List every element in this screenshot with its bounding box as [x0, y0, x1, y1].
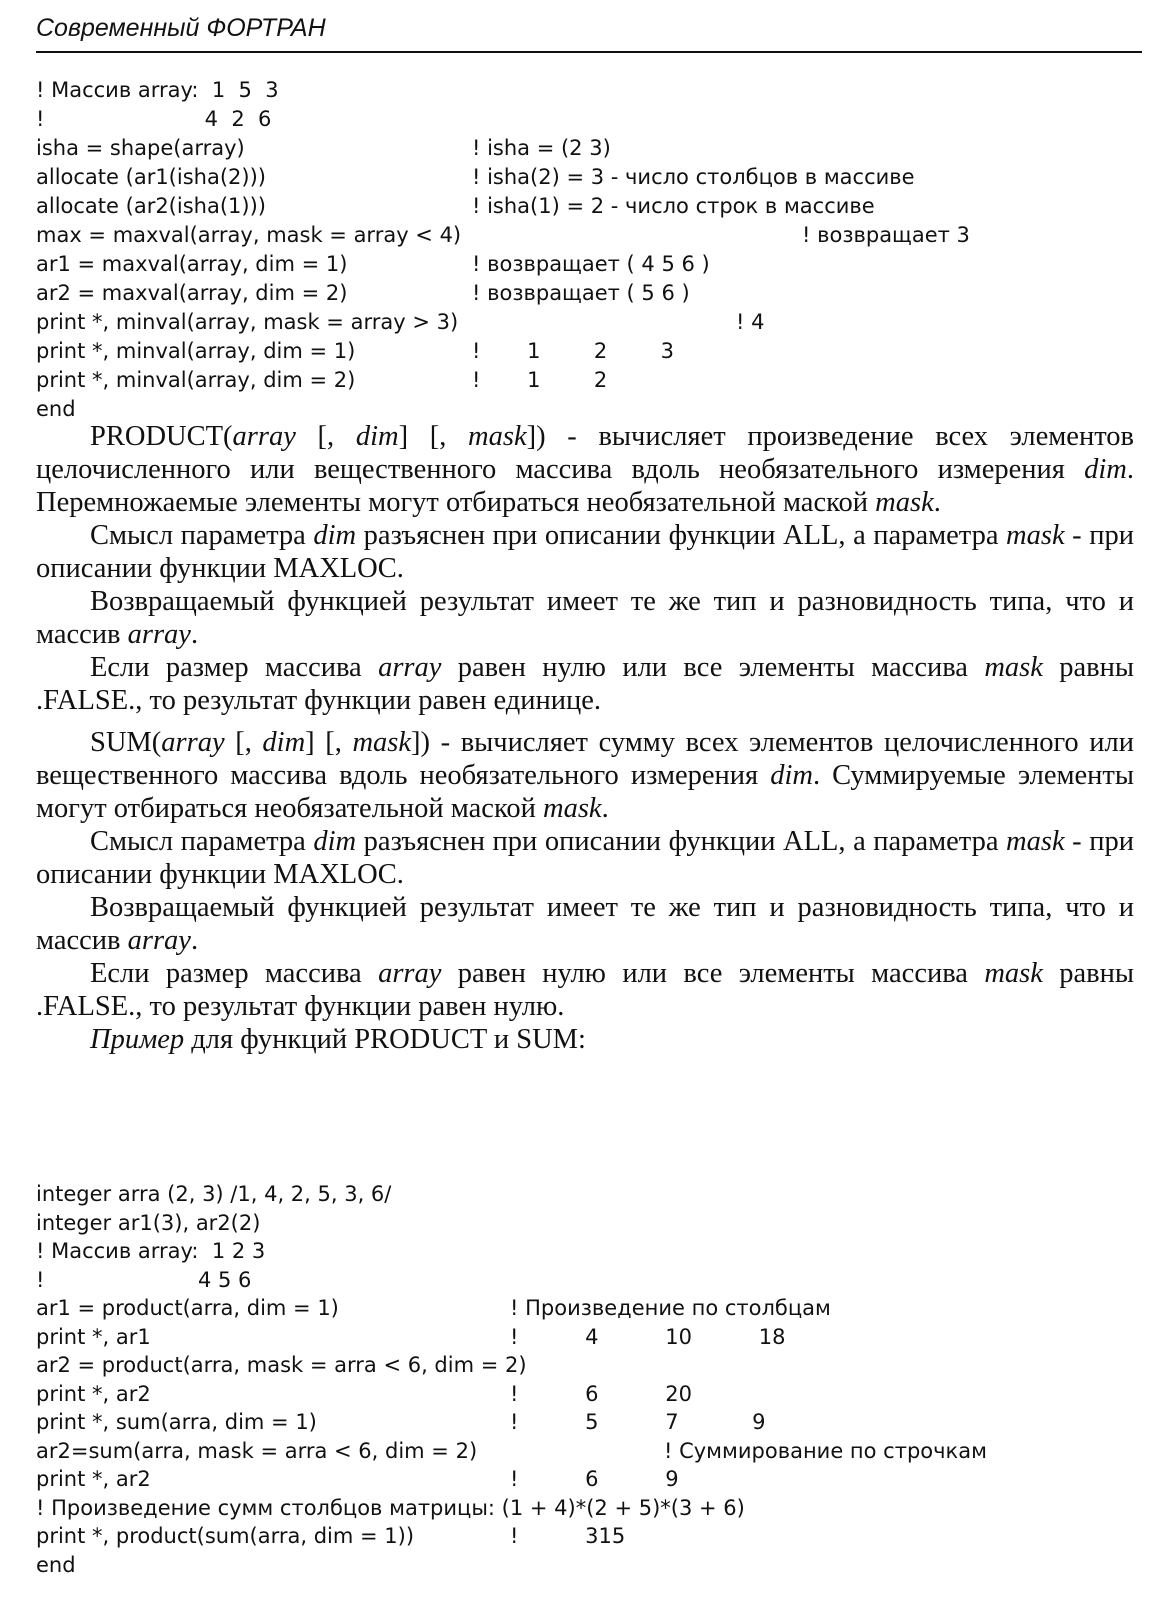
code-line — [36, 1294, 1146, 1323]
code-comment: ! 4 10 18 — [510, 1324, 786, 1349]
paragraph: Смысл параметра dim разъяснен при описании функции ALL, а параметра mask - при описании функции MAXLOC. — [36, 520, 1134, 584]
code-text: ! Массив array: 1 2 3 — [36, 1239, 266, 1263]
code-comment: ! 5 7 9 — [510, 1410, 766, 1434]
paragraph: Возвращаемый функцией результат имеет те же тип и разновидность типа, что и массив array. — [36, 892, 1134, 956]
code-comment: ! Произведение по столбцам — [510, 1296, 831, 1320]
code-line — [36, 221, 1146, 250]
code-text: ! 4 2 6 — [36, 107, 272, 131]
code-text: ar2 = product(arra, mask = arra < 6, dim = 2) — [36, 1353, 527, 1377]
code-line — [36, 279, 1146, 308]
code-line — [36, 308, 1146, 337]
running-header: Современный ФОРТРАН — [36, 14, 1142, 53]
code-line — [36, 105, 1146, 134]
code-line — [36, 1209, 1146, 1238]
code-comment: ! возвращает ( 5 6 ) — [472, 281, 690, 305]
paragraph-example-intro: Пример для функций PRODUCT и SUM: — [90, 1024, 586, 1055]
code-comment: ! возвращает 3 — [802, 223, 970, 247]
code-text: ar1 = maxval(array, dim = 1) — [36, 252, 348, 276]
code-text: ar1 = product(arra, dim = 1) — [36, 1296, 339, 1320]
code-line — [36, 1323, 1146, 1352]
code-comment: ! возвращает ( 4 5 6 ) — [472, 252, 710, 276]
code-text: print *, minval(array, mask = array > 3) — [36, 310, 459, 334]
code-line — [36, 192, 1146, 221]
code-line — [36, 1237, 1146, 1266]
code-line — [36, 337, 1146, 366]
code-line — [36, 1522, 1146, 1551]
code-text: integer arra (2, 3) /1, 4, 2, 5, 3, 6/ — [36, 1182, 392, 1206]
code-comment: ! 315 — [510, 1524, 626, 1548]
code-comment: ! Суммирование по строчкам — [664, 1438, 987, 1463]
code-comment: ! isha = (2 3) — [472, 136, 611, 160]
code-comment: ! 1 2 3 — [472, 339, 675, 363]
code-line — [36, 1494, 1146, 1523]
code-line — [36, 1266, 1146, 1295]
code-text: print *, ar2 — [36, 1381, 151, 1406]
code-line — [36, 76, 1146, 105]
code-comment: ! isha(1) = 2 - число строк в массиве — [472, 194, 875, 218]
code-text: ar2 = maxval(array, dim = 2) — [36, 281, 348, 305]
code-text: print *, product(sum(arra, dim = 1)) — [36, 1524, 415, 1548]
code-line — [36, 163, 1146, 192]
code-text: integer ar1(3), ar2(2) — [36, 1210, 261, 1235]
paragraph-sum-definition: SUM(array [, dim] [, mask]) - вычисляет сумму всех элементов целочисленного или вещественного массива вдоль необязательного измерения dim. Суммируемые элементы могут отбираться необязательной маской mask. — [36, 727, 1135, 824]
code-text: print *, minval(array, dim = 1) — [36, 339, 356, 363]
code-text: end — [36, 1552, 76, 1577]
paragraph: Если размер массива array равен нулю или все элементы массива mask равны .FALSE., то результат функции равен нулю. — [36, 958, 1135, 1022]
code-comment: ! 1 2 — [472, 368, 608, 392]
code-line — [36, 1437, 1146, 1466]
code-text: ! Произведение сумм столбцов матрицы: (1 + 4)*(2 + 5)*(3 + 6) — [36, 1495, 745, 1520]
code-line — [36, 1351, 1146, 1380]
code-line — [36, 1408, 1146, 1437]
code-text: ! 4 5 6 — [36, 1267, 252, 1292]
code-line — [36, 1465, 1146, 1494]
code-text: print *, ar2 — [36, 1467, 151, 1491]
code-text: print *, minval(array, dim = 2) — [36, 368, 356, 392]
code-line — [36, 250, 1146, 279]
paragraph-product-definition: PRODUCT(array [, dim] [, mask]) - вычисляет произведение всех элементов целочисленного или вещественного массива вдоль необязательного измерения dim. Перемножаемые элементы могут отбираться необязательной маской mask. — [36, 421, 1134, 518]
code-line — [36, 1380, 1146, 1409]
code-text: print *, sum(arra, dim = 1) — [36, 1410, 317, 1434]
code-text: isha = shape(array) — [36, 136, 245, 160]
code-text: ar2=sum(arra, mask = arra < 6, dim = 2) — [36, 1438, 478, 1463]
code-text: end — [36, 397, 76, 421]
code-line — [36, 1551, 1146, 1580]
code-line — [36, 134, 1146, 163]
code-comment: ! isha(2) = 3 - число столбцов в массиве — [472, 165, 915, 189]
code-comment: ! 6 9 — [510, 1467, 679, 1491]
paragraph: Смысл параметра dim разъяснен при описании функции ALL, а параметра mask - при описании функции MAXLOC. — [36, 826, 1134, 890]
code-text: print *, ar1 — [36, 1324, 151, 1349]
paragraph: Если размер массива array равен нулю или все элементы массива mask равны .FALSE., то результат функции равен единице. — [36, 652, 1135, 716]
code-text: max = maxval(array, mask = array < 4) — [36, 223, 462, 247]
code-line — [36, 1180, 1146, 1209]
code-text: ! Массив array: 1 5 3 — [36, 78, 279, 102]
paragraph: Возвращаемый функцией результат имеет те же тип и разновидность типа, что и массив array. — [36, 586, 1134, 650]
code-listing-minval-maxval — [36, 76, 1146, 424]
code-line — [36, 366, 1146, 395]
code-listing-product-sum — [36, 1180, 1146, 1579]
code-text: allocate (ar2(isha(1))) — [36, 194, 266, 218]
code-comment: ! 4 — [736, 310, 765, 334]
code-text: allocate (ar1(isha(2))) — [36, 165, 266, 189]
body-text — [36, 420, 1134, 1056]
code-comment: ! 6 20 — [510, 1381, 693, 1406]
